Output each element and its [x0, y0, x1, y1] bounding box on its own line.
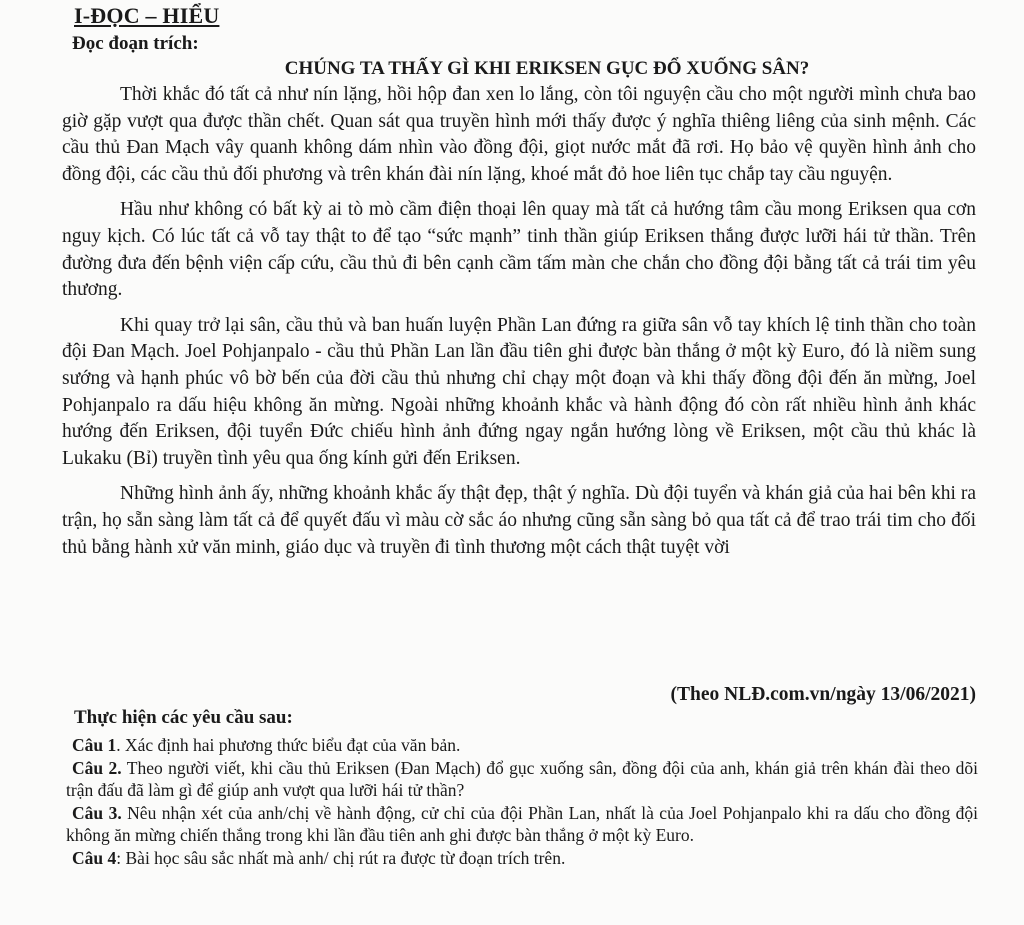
question-list [66, 734, 978, 870]
question-text: Theo người viết, khi cầu thủ Eriksen (Đan Mạch) đổ gục xuống sân, đồng đội của anh, khán giả trên khán đài theo dõi trận đấu đã làm gì để giúp anh vượt qua lưỡi hái tử thần? [66, 757, 979, 801]
question-separator: . [116, 735, 125, 755]
question-label: Câu 2. [72, 757, 122, 778]
question-text: Bài học sâu sắc nhất mà anh/ chị rút ra được từ đoạn trích trên. [125, 847, 566, 868]
paragraph: Thời khắc đó tất cả như nín lặng, hồi hộp đan xen lo lắng, còn tôi nguyện cầu cho một người mình chưa bao giờ gặp vượt qua được thần chết. Quan sát qua truyền hình mới thấy được ý nghĩa thiêng liêng của sinh mệnh. Các cầu thủ Đan Mạch vây quanh không dám nhìn vào đồng đội, giọt nước mắt đã rơi. Họ bảo vệ quyền hình ảnh cho đồng đội, các cầu thủ đối phương và trên khán đài nín lặng, khoé mắt đỏ hoe liên tục chắp tay cầu nguyện. [62, 84, 976, 185]
question-separator: : [116, 847, 126, 868]
question-item [66, 757, 978, 802]
question-label: Câu 4 [72, 847, 117, 868]
question-item [66, 802, 978, 847]
paragraph: Những hình ảnh ấy, những khoảnh khắc ấy thật đẹp, thật ý nghĩa. Dù đội tuyển và khán giả của hai bên khi ra trận, họ sẵn sàng làm tất cả để quyết đấu vì màu cờ sắc áo nhưng cũng sẵn sàng bỏ qua tất cả để trao trái tim cho đối thủ bằng hành xử văn minh, giáo dục và truyền đi tình thương một cách thật tuyệt vời [62, 483, 976, 558]
passage-title: CHÚNG TA THẤY GÌ KHI ERIKSEN GỤC ĐỔ XUỐNG SÂN? [284, 58, 810, 79]
section-heading: I-ĐỌC – HIỂU [74, 3, 220, 28]
paragraph: Khi quay trở lại sân, cầu thủ và ban huấn luyện Phần Lan đứng ra giữa sân vỗ tay khích lệ tinh thần cho toàn đội Đan Mạch. Joel Pohjanpalo - cầu thủ Phần Lan lần đầu tiên ghi được bàn thắng ở một kỳ Euro, đó là niềm sung sướng và hạnh phúc vô bờ bến của đời cầu thủ nhưng chỉ chạy một đoạn và khi thấy đồng đội đến ăn mừng, Joel Pohjanpalo ra dấu hiệu không ăn mừng. Ngoài những khoảnh khắc và hành động đó còn rất nhiều hình ảnh khác hướng đến Eriksen, đội tuyển Đức chiếu hình ảnh đứng ngay ngắn hướng lòng về Eriksen, một cầu thủ khác là Lukaku (Bỉ) truyền tình yêu qua ống kính gửi đến Eriksen. [62, 314, 976, 469]
passage-body [62, 82, 976, 570]
tasks-heading: Thực hiện các yêu cầu sau: [74, 707, 293, 728]
source-citation: (Theo NLĐ.com.vn/ngày 13/06/2021) [670, 684, 976, 705]
paragraph: Hầu như không có bất kỳ ai tò mò cầm điện thoại lên quay mà tất cả hướng tâm cầu mong Eriksen qua cơn nguy kịch. Có lúc tất cả vỗ tay thật to để tạo “sức mạnh” tinh thần giúp Eriksen thắng được lưỡi hái tử thần. Trên đường đưa đến bệnh viện cấp cứu, cầu thủ đi bên cạnh cầm tấm màn che chắn cho đồng đội bằng tất cả trái tim yêu thương. [62, 199, 976, 301]
question-label: Câu 1 [72, 735, 117, 755]
question-text: Xác định hai phương thức biểu đạt của văn bản. [125, 735, 461, 755]
question-text: Nêu nhận xét của anh/chị về hành động, cử chỉ của đội Phần Lan, nhất là của Joel Pohjanpalo khi ra dấu cho đồng đội không ăn mừng chiến thắng trong khi lần đầu tiên anh ghi được bàn thắng ở một kỳ Euro. [66, 802, 979, 846]
question-label: Câu 3. [72, 802, 122, 823]
intro-label: Đọc đoạn trích: [72, 33, 199, 54]
question-item [66, 734, 978, 757]
question-item [66, 847, 978, 870]
